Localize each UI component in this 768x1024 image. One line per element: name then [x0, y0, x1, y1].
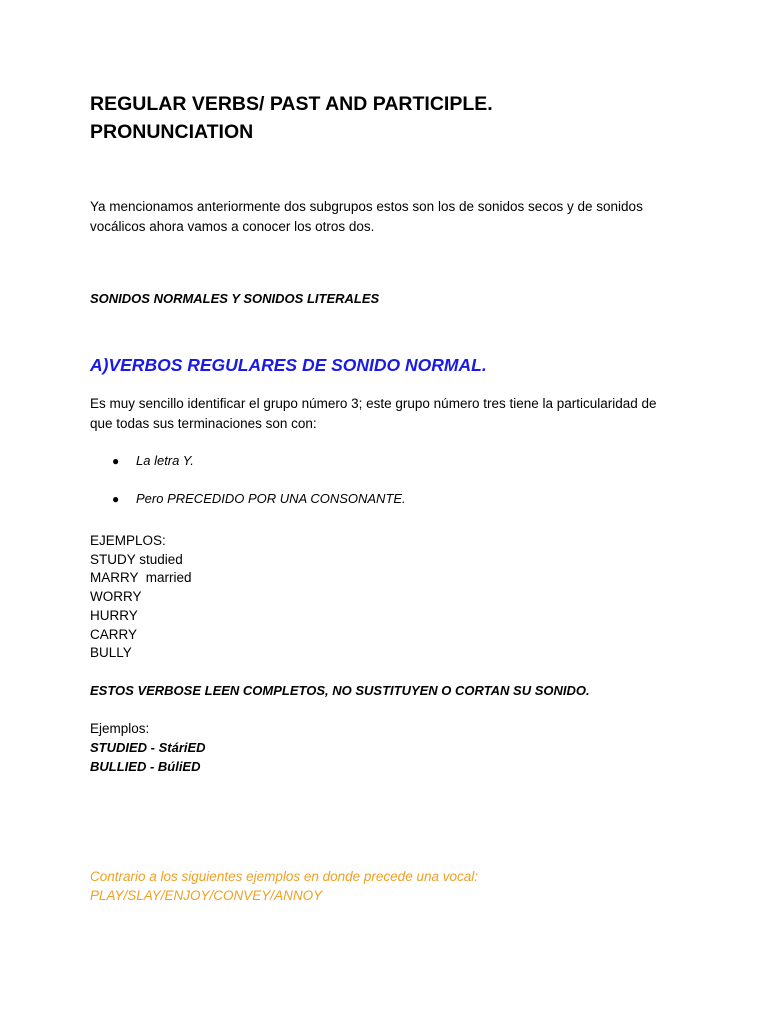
description-line-2: que todas sus terminaciones son con:	[90, 416, 317, 431]
bullet-list	[90, 451, 690, 509]
title-line-2: PRONUNCIATION	[90, 121, 254, 143]
example-item: CARRY	[90, 626, 138, 642]
example-item: HURRY	[90, 607, 138, 623]
section-heading: A)VERBOS REGULARES DE SONIDO NORMAL.	[90, 355, 487, 375]
subheading: SONIDOS NORMALES Y SONIDOS LITERALES	[90, 291, 380, 306]
contrast-line-1: Contrario a los siguientes ejemplos en donde precede una vocal:	[90, 868, 478, 884]
description-paragraph	[90, 394, 690, 434]
example-item: MARRY married	[90, 570, 192, 586]
document-title	[90, 90, 690, 146]
title-line-1: REGULAR VERBS/ PAST AND PARTICIPLE.	[90, 93, 493, 115]
example-item: STUDY studied	[90, 551, 183, 567]
bullet-icon: ●	[112, 454, 120, 468]
contrast-line-2: PLAY/SLAY/ENJOY/CONVEY/ANNOY	[90, 887, 323, 903]
examples-label: EJEMPLOS:	[90, 533, 166, 548]
intro-paragraph	[90, 197, 690, 237]
bullet-text: La letra Y.	[136, 453, 194, 468]
bullet-icon: ●	[112, 492, 120, 506]
intro-line-1: Ya mencionamos anteriormente dos subgrupos estos son los de sonidos secos y de sonidos	[90, 199, 643, 214]
contrast-block	[90, 867, 690, 905]
list-item	[90, 451, 690, 471]
document-page	[90, 90, 690, 905]
example-item: WORRY	[90, 589, 142, 605]
description-line-1: Es muy sencillo identificar el grupo número 3; este grupo número tres tiene la particularidad de	[90, 396, 657, 411]
pronunciation-item: BULLIED - BúliED	[90, 758, 201, 774]
pronunciation-note: ESTOS VERBOSE LEEN COMPLETOS, NO SUSTITUYEN O CORTAN SU SONIDO.	[90, 682, 590, 698]
intro-line-2: vocálicos ahora vamos a conocer los otros dos.	[90, 219, 375, 234]
bullet-text: Pero PRECEDIDO POR UNA CONSONANTE.	[136, 491, 406, 506]
example-item: BULLY	[90, 645, 132, 661]
list-item	[90, 489, 690, 509]
examples-block	[90, 532, 690, 663]
pronunciation-examples	[90, 719, 690, 776]
pronunciation-label: Ejemplos:	[90, 720, 150, 736]
pronunciation-item: STUDIED - StáriED	[90, 739, 206, 755]
